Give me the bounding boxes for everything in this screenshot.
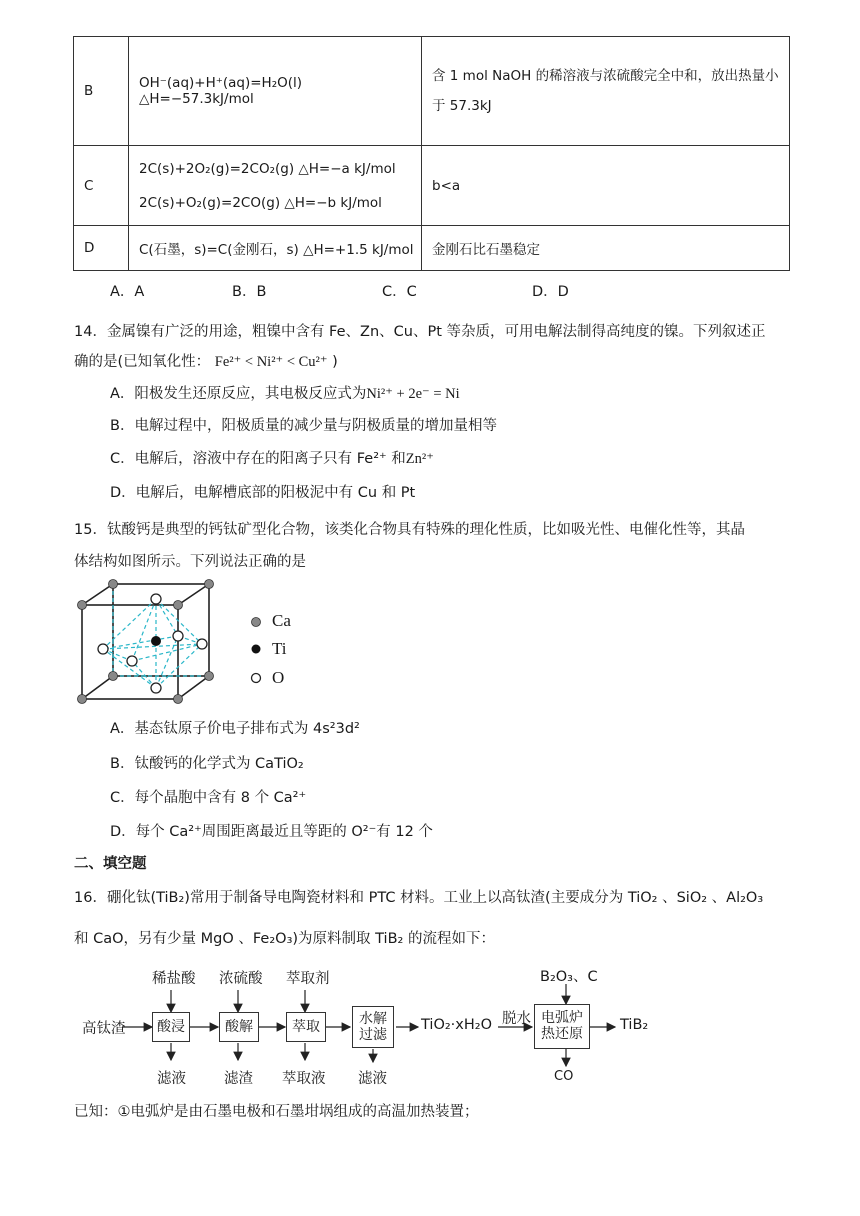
row-label: C <box>74 146 129 226</box>
q13-choice-b: B．B <box>232 284 267 300</box>
legend <box>252 618 261 683</box>
q15-stem-line2: 体结构如图所示。下列说法正确的是 <box>74 554 306 570</box>
conclusion: 金刚石比石墨稳定 <box>422 226 790 271</box>
legend-ca-label: Ca <box>272 611 291 630</box>
options-table <box>73 36 790 271</box>
conclusion: b<a <box>422 146 790 226</box>
flow-start: 高钛渣 <box>82 1021 126 1037</box>
equation: OH⁻(aq)+H⁺(aq)=H₂O(l) △H=−57.3kJ/mol <box>129 37 422 146</box>
q15-option-d: D．每个 Ca²⁺周围距离最近且等距的 O²⁻有 12 个 <box>110 824 433 840</box>
q13-choice-a: A．A <box>110 284 145 300</box>
ti-atom <box>151 636 161 646</box>
flow-step-box: 酸浸 <box>152 1012 190 1042</box>
legend-ti-label: Ti <box>272 639 287 658</box>
q14-option-a: A．阳极发生还原反应，其电极反应式为Ni²⁺ + 2e⁻ = Ni <box>110 386 460 402</box>
conclusion: 含 1 mol NaOH 的稀溶液与浓硫酸完全中和，放出热量小 于 57.3kJ <box>422 37 790 146</box>
legend-o-label: O <box>272 668 285 687</box>
q14-option-c: C．电解后，溶液中存在的阳离子只有 Fe²⁺ 和Zn²⁺ <box>110 451 434 467</box>
q13-choice-d: D．D <box>532 284 569 300</box>
flow-byproduct: 滤渣 <box>224 1071 253 1087</box>
flow-byproduct: 滤液 <box>157 1071 186 1087</box>
equation: 2C(s)+2O₂(g)=2CO₂(g) △H=−a kJ/mol 2C(s)+O₂(g)=2CO(g) △H=−b kJ/mol <box>129 146 422 226</box>
flow-reagent: 萃取剂 <box>286 971 330 987</box>
table-row <box>74 226 790 271</box>
equation: C(石墨，s)=C(金刚石，s) △H=+1.5 kJ/mol <box>129 226 422 271</box>
table-row <box>74 37 790 146</box>
q14-stem-line2: 确的是(已知氧化性： Fe²⁺ < Ni²⁺ < Cu²⁺ ) <box>74 354 338 370</box>
q16-stem-line2: 和 CaO，另有少量 MgO 、Fe₂O₃)为原料制取 TiB₂ 的流程如下： <box>74 931 495 947</box>
q14-option-d: D．电解后，电解槽底部的阳极泥中有 Cu 和 Pt <box>110 485 416 501</box>
q13-choice-c: C．C <box>382 284 417 300</box>
q15-stem: 15．钛酸钙是典型的钙钛矿型化合物，该类化合物具有特殊的理化性质，比如吸光性、电催化性等，其晶 <box>74 522 745 538</box>
flow-step-box: 酸解 <box>219 1012 259 1042</box>
q14-option-b: B．电解过程中，阳极质量的减少量与阴极质量的增加量相等 <box>110 418 497 434</box>
flow-intermediate: TiO₂·xH₂O <box>421 1017 492 1033</box>
flow-reagent: 浓硫酸 <box>219 971 263 987</box>
flow-step-box: 水解 过滤 <box>352 1006 394 1048</box>
flow-byproduct: 萃取液 <box>282 1071 326 1087</box>
q15-option-a: A．基态钛原子价电子排布式为 4s²3d² <box>110 721 360 737</box>
q15-option-b: B．钛酸钙的化学式为 CaTiO₂ <box>110 756 304 772</box>
flow-furnace-byproduct: CO <box>554 1069 574 1084</box>
q16-known: 已知：①电弧炉是由石墨电极和石墨坩埚组成的高温加热装置； <box>74 1104 479 1120</box>
row-label: B <box>74 37 129 146</box>
table-row <box>74 146 790 226</box>
flow-product: TiB₂ <box>620 1017 649 1033</box>
flow-reagent: 稀盐酸 <box>152 971 196 987</box>
q16-stem: 16．硼化钛(TiB₂)常用于制备导电陶瓷材料和 PTC 材料。工业上以高钛渣(主要成分为 TiO₂ 、SiO₂ 、Al₂O₃ <box>74 890 764 906</box>
flow-arrow-label: 脱水 <box>502 1011 531 1027</box>
flow-step-box: 萃取 <box>286 1012 326 1042</box>
row-label: D <box>74 226 129 271</box>
section-heading: 二、填空题 <box>74 856 147 872</box>
flow-furnace-box: 电弧炉 热还原 <box>534 1004 590 1049</box>
flow-furnace-reagent: B₂O₃、C <box>540 969 598 985</box>
q14-stem: 14．金属镍有广泛的用途，粗镍中含有 Fe、Zn、Cu、Pt 等杂质，可用电解法制得高纯度的镍。下列叙述正 <box>74 324 766 340</box>
flow-byproduct: 滤液 <box>358 1071 387 1087</box>
q15-option-c: C．每个晶胞中含有 8 个 Ca²⁺ <box>110 790 307 806</box>
